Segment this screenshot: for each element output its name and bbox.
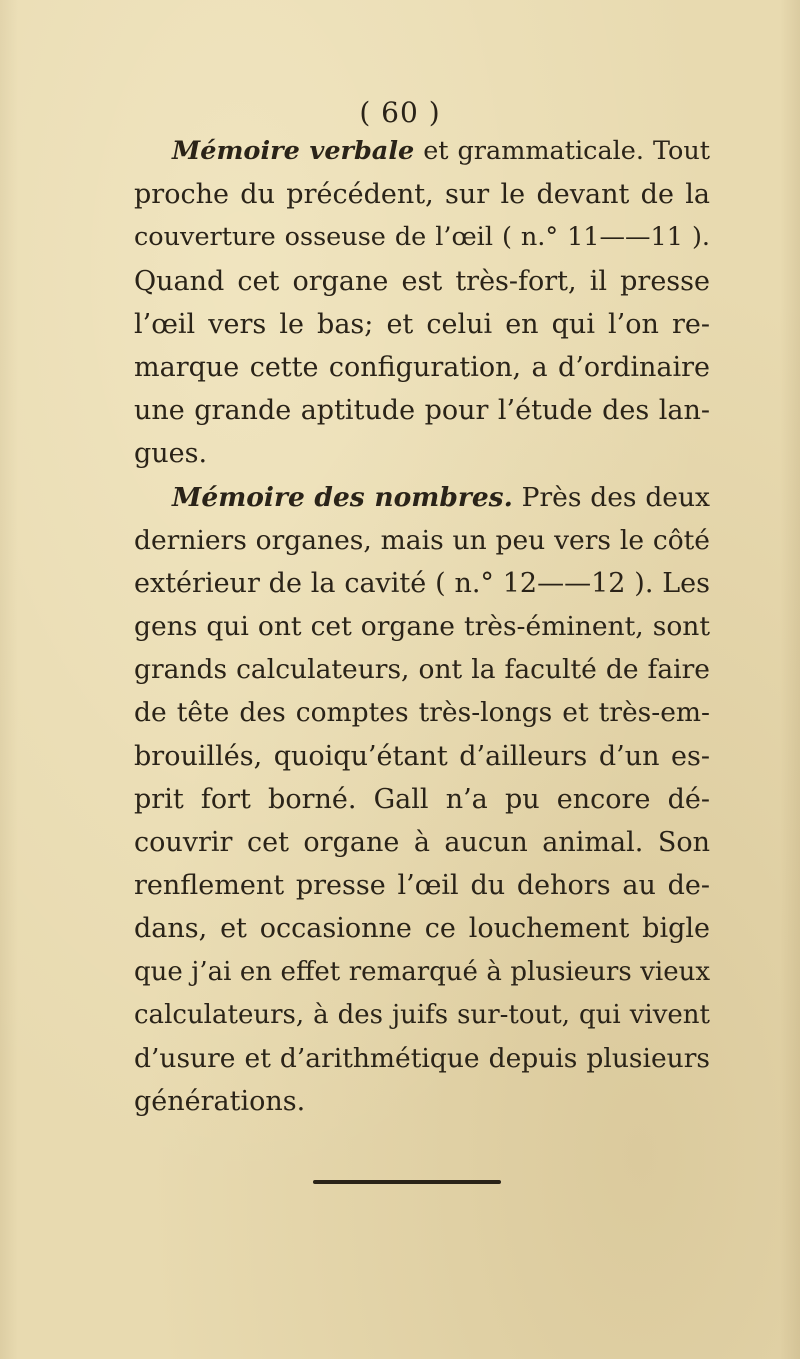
text-line: extérieur de la cavité ( n.° 12——12 ). Les <box>134 567 710 599</box>
text-line: prit fort borné. Gall n’a pu encore dé- <box>134 783 710 815</box>
line-text: Près des deux <box>512 481 710 513</box>
text-line: derniers organes, mais un peu vers le côté <box>134 524 710 556</box>
text-line: d’usure et d’arithmétique depuis plusieurs <box>134 1042 710 1074</box>
text-line: dans, et occasionne ce louchement bigle <box>134 913 710 945</box>
text-line: grands calculateurs, ont la faculté de faire <box>134 654 710 686</box>
section-heading: Mémoire verbale <box>172 136 415 166</box>
text-line: une grande aptitude pour l’étude des lan- <box>134 395 710 427</box>
text-line: calculateurs, à des juifs sur-tout, qui vivent <box>134 999 710 1030</box>
line-text: et grammaticale. Tout <box>414 136 710 166</box>
text-line <box>134 130 710 173</box>
text-line: brouillés, quoiqu’étant d’ailleurs d’un es- <box>134 740 710 772</box>
text-line: de tête des comptes très-longs et très-em- <box>134 697 710 729</box>
section-heading: Mémoire des nombres. <box>172 481 513 513</box>
body-text <box>134 130 710 1123</box>
text-line: marque cette configuration, a d’ordinaire <box>134 351 710 383</box>
text-line <box>134 476 710 519</box>
text-line: couverture osseuse de l’œil ( n.° 11——11 ). <box>134 222 710 253</box>
text-line: l’œil vers le bas; et celui en qui l’on re- <box>134 308 710 340</box>
text-line: Quand cet organe est très-fort, il presse <box>134 265 710 297</box>
end-rule <box>313 1180 501 1184</box>
text-line: renflement presse l’œil du dehors au de- <box>134 870 710 902</box>
page-number: ( 60 ) <box>359 96 441 129</box>
text-line: proche du précédent, sur le devant de la <box>134 179 710 211</box>
text-line: couvrir cet organe à aucun animal. Son <box>134 827 710 858</box>
text-line: gens qui ont cet organe très-éminent, sont <box>134 611 710 643</box>
text-line: que j’ai en effet remarqué à plusieurs vieux <box>134 956 710 987</box>
text-line: générations. <box>134 1086 306 1118</box>
text-line: gues. <box>134 438 208 470</box>
